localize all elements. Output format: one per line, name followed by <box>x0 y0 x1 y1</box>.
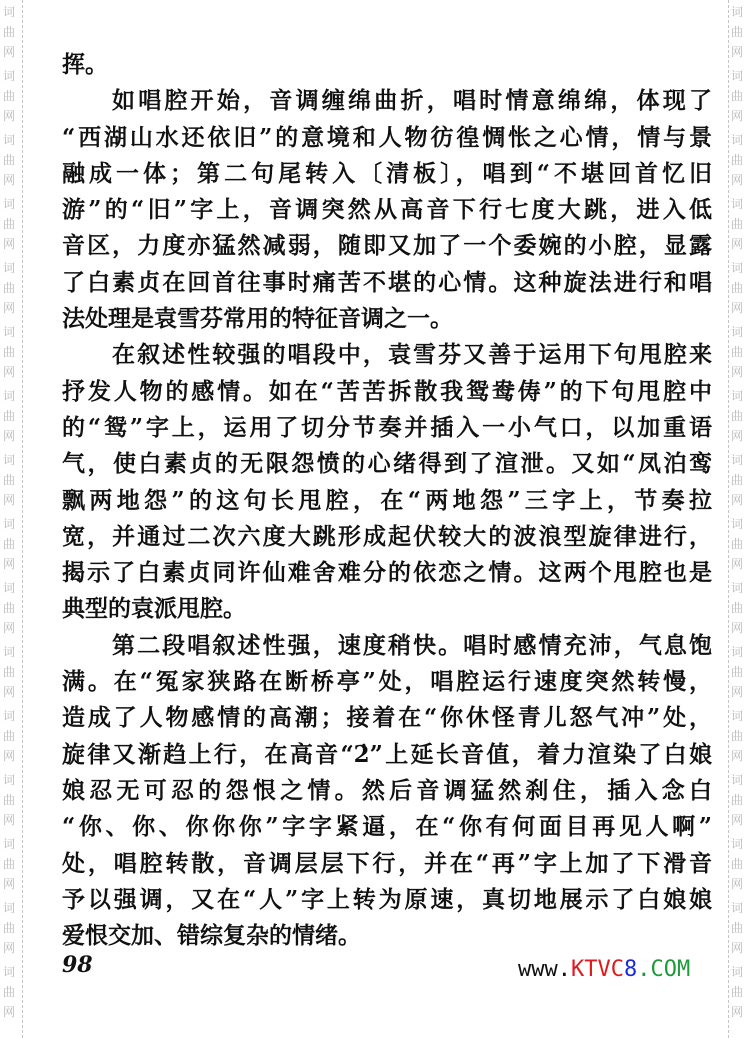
text-line: 爱恨交加、错综复杂的情绪。 <box>62 922 361 950</box>
right-margin-rule <box>728 0 729 1038</box>
watermark-text: 词曲网 <box>2 645 15 699</box>
text-line: 娘忍无可忍的怨恨之情。然后音调猛然刹住，插入念白 <box>62 776 712 804</box>
watermark-text: 词曲网 <box>730 133 743 187</box>
watermark-text: 词曲网 <box>730 645 743 699</box>
site-part-8: 8 <box>623 957 638 982</box>
text-line: 音区，力度亦猛然减弱，随即又加了一个委婉的小腔，显露 <box>62 232 712 260</box>
watermark-text: 词曲网 <box>2 709 15 763</box>
text-line: 法处理是袁雪芬常用的特征音调之一。 <box>62 305 453 333</box>
text-line: 了白素贞在回首往事时痛苦不堪的心情。这种旋法进行和唱 <box>62 268 712 296</box>
text-line: 如唱腔开始，音调缠绵曲折，唱时情意绵绵，体现了 <box>112 87 712 115</box>
text-line: 旋律又渐趋上行，在高音“2̇”上延长音值，着力渲染了白娘 <box>62 740 712 768</box>
body-text <box>62 47 712 954</box>
watermark-text: 词曲网 <box>2 901 15 955</box>
watermark-text: 词曲网 <box>730 69 743 123</box>
text-line: 气，使白素贞的无限怨愤的心绪得到了渲泄。又如“凤泊鸾 <box>62 450 712 478</box>
text-line: 满。在“冤家狭路在断桥亭”处，唱腔运行速度突然转慢， <box>62 668 712 696</box>
watermark-text: 词曲网 <box>2 389 15 443</box>
watermark-text: 词曲网 <box>2 837 15 891</box>
text-line: “你、你、你你你”字字紧逼，在“你有何面目再见人啊” <box>62 813 712 841</box>
watermark-text: 词曲网 <box>2 197 15 251</box>
watermark-text: 词曲网 <box>730 581 743 635</box>
text-line: 予以强调，又在“人”字上转为原速，真切地展示了白娘娘 <box>62 885 712 913</box>
watermark-text: 词曲网 <box>730 965 743 1019</box>
site-part-com: .COM <box>637 957 691 982</box>
site-part-ktvc: KTVC <box>570 957 624 982</box>
watermark-text: 词曲网 <box>730 5 743 59</box>
watermark-text: 词曲网 <box>2 69 15 123</box>
watermark-text: 词曲网 <box>730 773 743 827</box>
watermark-text: 词曲网 <box>730 325 743 379</box>
text-line: 典型的袁派甩腔。 <box>62 595 246 623</box>
text-line: 第二段唱叙述性强，速度稍快。唱时感情充沛，气息饱 <box>112 631 712 659</box>
watermark-text: 词曲网 <box>730 197 743 251</box>
watermark-text: 词曲网 <box>730 709 743 763</box>
text-line: 融成一体；第二句尾转入〔清板〕，唱到“不堪回首忆旧 <box>62 159 712 187</box>
text-line: 挥。 <box>62 51 108 78</box>
watermark-text: 词曲网 <box>730 389 743 443</box>
text-line: 揭示了白素贞同许仙难舍难分的依恋之情。这两个甩腔也是 <box>62 559 712 587</box>
site-watermark <box>518 957 690 982</box>
watermark-text: 词曲网 <box>730 453 743 507</box>
site-part-www: www. <box>518 957 571 982</box>
watermark-text: 词曲网 <box>2 773 15 827</box>
watermark-text: 词曲网 <box>2 581 15 635</box>
watermark-text: 词曲网 <box>2 517 15 571</box>
watermark-text: 词曲网 <box>2 325 15 379</box>
page-number: 98 <box>62 952 93 978</box>
text-line: 飘两地怨”的这句长甩腔，在“两地怨”三字上，节奏拉 <box>62 486 712 514</box>
watermark-text: 词曲网 <box>2 133 15 187</box>
text-line: 在叙述性较强的唱段中，袁雪芬又善于运用下句甩腔来 <box>112 341 712 369</box>
watermark-text: 词曲网 <box>730 901 743 955</box>
watermark-text: 词曲网 <box>730 517 743 571</box>
watermark-text: 词曲网 <box>2 453 15 507</box>
text-line: 游”的“旧”字上，音调突然从高音下行七度大跳，进入低 <box>62 196 712 224</box>
watermark-text: 词曲网 <box>2 5 15 59</box>
text-line: 宽，并通过二次六度大跳形成起伏较大的波浪型旋律进行， <box>62 522 712 550</box>
left-margin-rule <box>22 0 23 1038</box>
text-line: “西湖山水还依旧”的意境和人物彷徨惆怅之心情，情与景 <box>62 123 712 151</box>
text-line: 抒发人物的感情。如在“苦苦拆散我鸳鸯俦”的下句甩腔中 <box>62 377 712 405</box>
text-line: 处，唱腔转散，音调层层下行，并在“再”字上加了下滑音 <box>62 849 712 877</box>
watermark-text: 词曲网 <box>730 261 743 315</box>
watermark-text: 词曲网 <box>2 965 15 1019</box>
text-line: 造成了人物感情的高潮；接着在“你休怪青儿怒气冲”处， <box>62 704 712 732</box>
watermark-text: 词曲网 <box>2 261 15 315</box>
text-line: 的“鸳”字上，运用了切分节奏并插入一小气口，以加重语 <box>62 413 712 441</box>
watermark-text: 词曲网 <box>730 837 743 891</box>
